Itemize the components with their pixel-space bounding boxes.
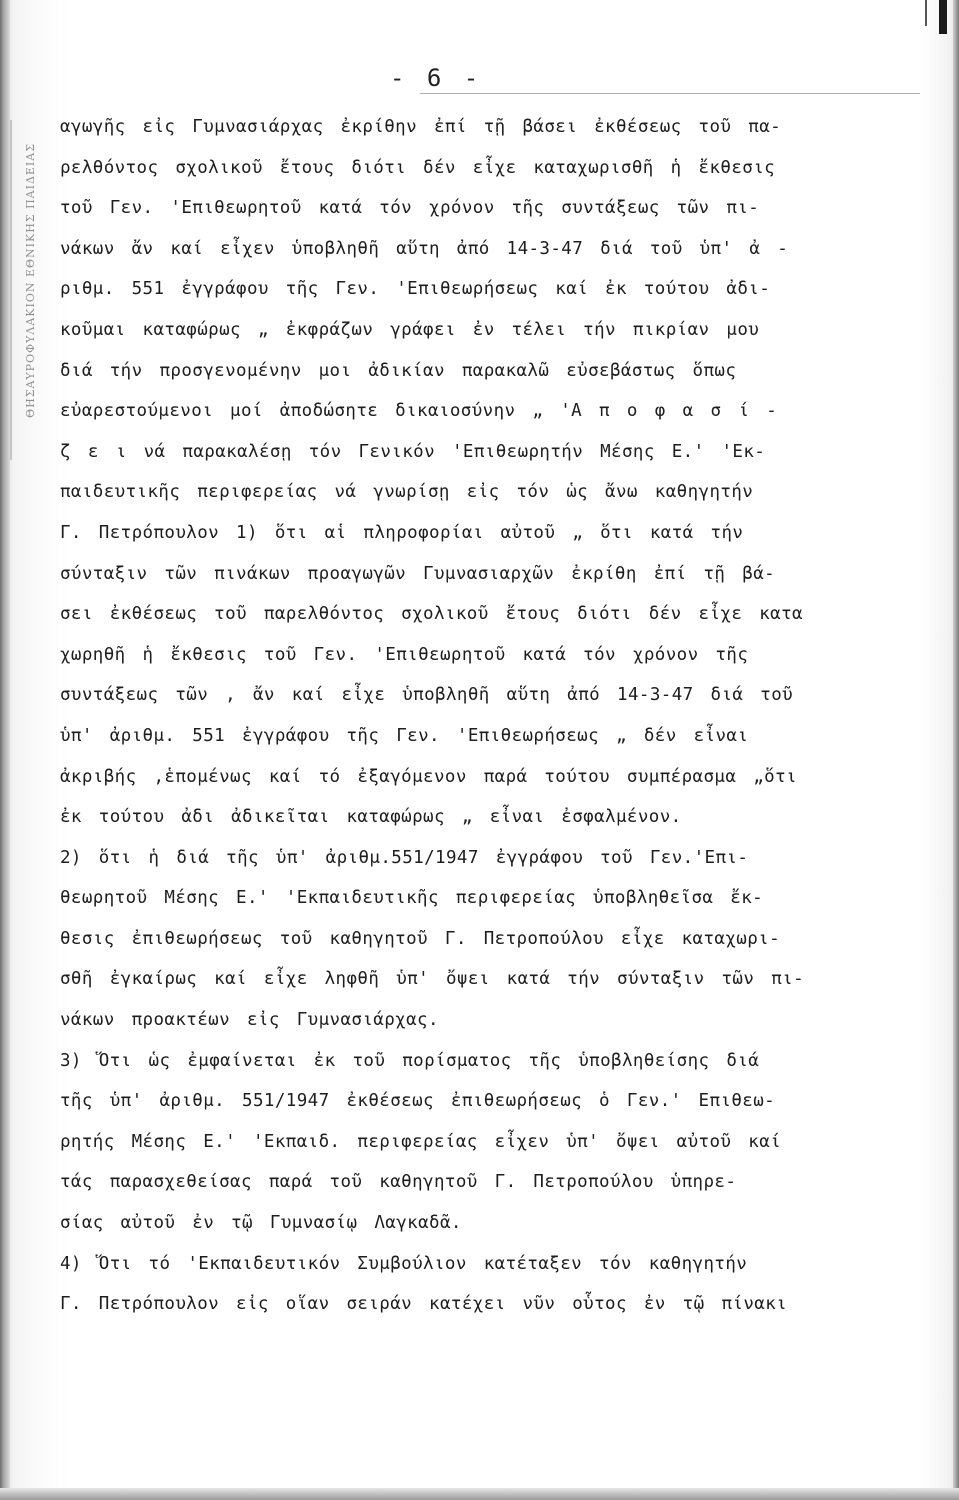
archive-stamp <box>14 90 46 470</box>
text-line: τοῦ Γεν. 'Επιθεωρητοῦ κατά τόν χρόνον τῆς συντάξεως τῶν πι- <box>60 198 760 219</box>
text-line: νάκων ἄν καί εἶχεν ὑποβληθῆ αὕτη ἀπό 14-3-47 διά τοῦ ὑπ' ἀ - <box>60 238 789 259</box>
bottom-page-edge <box>0 1488 959 1500</box>
text-line: νάκων προακτέων εἰς Γυμνασιάρχας. <box>60 1010 439 1031</box>
archive-stamp-text: ΘΗΣΑΥΡΟΦΥΛΑΚΙΟΝ ΕΘΝΙΚΗΣ ΠΑΙΔΕΙΑΣ <box>23 142 37 418</box>
binding-edge <box>0 0 10 1500</box>
text-line: τῆς ὑπ' ἀριθμ. 551/1947 ἐκθέσεως ἐπιθεωρήσεως ὁ Γεν.' Επιθεω- <box>60 1091 776 1112</box>
top-rule <box>420 93 920 94</box>
text-line: ζ ε ι νά παρακαλέσῃ τόν Γενικόν 'Επιθεωρητήν Μέσης Ε.' 'Εκ- <box>60 441 766 462</box>
text-line: εὐαρεστούμενοι μοί ἀποδώσητε δικαιοσύνην „ 'Α π ο φ α σ ί - <box>60 401 778 422</box>
text-line: διά τήν προσγενομένην μοι ἀδικίαν παρακαλῶ εὐσεβάστως ὅπως <box>60 360 737 381</box>
text-line: Γ. Πετρόπουλον 1) ὅτι αἱ πληροφορίαι αὐτοῦ „ ὅτι κατά τήν <box>60 522 744 543</box>
text-line: σύνταξιν τῶν πινάκων προαγωγῶν Γυμνασιαρχῶν ἐκρίθη ἐπί τῇ βά- <box>60 563 776 584</box>
text-line: χωρηθῆ ἡ ἔκθεσις τοῦ Γεν. 'Επιθεωρητοῦ κατά τόν χρόνον τῆς <box>60 644 749 665</box>
text-line: τάς παρασχεθείσας παρά τοῦ καθηγητοῦ Γ. Πετροπούλου ὑπηρε- <box>60 1172 737 1193</box>
text-line: συντάξεως τῶν , ἄν καί εἶχε ὑποβληθῆ αὕτη ἀπό 14-3-47 διά τοῦ <box>60 685 794 706</box>
text-line: παιδευτικῆς περιφερείας νά γνωρίσῃ εἰς τόν ὡς ἄνω καθηγητήν <box>60 482 754 503</box>
text-line: θεσις ἐπιθεωρήσεως τοῦ καθηγητοῦ Γ. Πετροπούλου εἶχε καταχωρι- <box>60 928 781 949</box>
text-line: σει ἐκθέσεως τοῦ παρελθόντος σχολικοῦ ἔτους διότι δέν εἶχε κατα <box>60 604 803 625</box>
typed-text-body <box>60 107 940 1325</box>
text-line: ὑπ' ἀριθμ. 551 ἐγγράφου τῆς Γεν. 'Επιθεωρήσεως „ δέν εἶναι <box>60 725 749 746</box>
corner-mark-thin <box>925 0 927 26</box>
text-line: αγωγῆς εἰς Γυμνασιάρχας ἐκρίθην ἐπί τῇ βάσει ἐκθέσεως τοῦ πα- <box>60 117 782 137</box>
text-line: ρητής Μέσης Ε.' 'Εκπαιδ. περιφερείας εἶχεν ὑπ' ὄψει αὐτοῦ καί <box>60 1131 782 1152</box>
text-line: 3) Ὅτι ὡς ἐμφαίνεται ἐκ τοῦ πορίσματος τῆς ὑποβληθείσης διά <box>60 1050 760 1071</box>
text-line: 4) Ὅτι τό 'Εκπαιδευτικόν Συμβούλιον κατέταξεν τόν καθηγητήν <box>60 1253 748 1274</box>
text-line: κοῦμαι καταφώρως „ ἐκφράζων γράφει ἐν τέλει τήν πικρίαν μου <box>60 319 760 340</box>
text-line: θεωρητοῦ Μέσης Ε.' 'Εκπαιδευτικῆς περιφερείας ὑποβληθεῖσα ἔκ- <box>60 888 764 909</box>
page-number: - 6 - <box>390 64 483 92</box>
text-line: σθῆ ἐγκαίρως καί εἶχε ληφθῆ ὑπ' ὄψει κατά τήν σύνταξιν τῶν πι- <box>60 969 805 990</box>
text-line: 2) ὅτι ἡ διά τῆς ὑπ' ἀριθμ.551/1947 ἐγγράφου τοῦ Γεν.'Επι- <box>60 847 749 868</box>
text-line: ἐκ τούτου ἀδι ἀδικεῖται καταφώρως „ εἶναι ἐσφαλμένον. <box>60 807 682 828</box>
text-line: Γ. Πετρόπουλον εἰς οἵαν σειράν κατέχει νῦν οὗτος ἐν τῷ πίνακι <box>60 1294 788 1315</box>
text-line: ρελθόντος σχολικοῦ ἔτους διότι δέν εἶχε καταχωρισθῆ ἡ ἔκθεσις <box>60 157 776 178</box>
text-line: σίας αὐτοῦ ἐν τῷ Γυμνασίῳ Λαγκαδᾶ. <box>60 1213 462 1234</box>
text-line: ἀκριβής ,ἑπομένως καί τό ἐξαγόμενον παρά τούτου συμπέρασμα „ὅτι <box>60 766 797 787</box>
corner-mark <box>939 0 947 34</box>
right-page-edge <box>953 0 959 1500</box>
text-line: ριθμ. 551 ἐγγράφου τῆς Γεν. 'Επιθεωρήσεως καί ἐκ τούτου ἀδι- <box>60 279 771 300</box>
